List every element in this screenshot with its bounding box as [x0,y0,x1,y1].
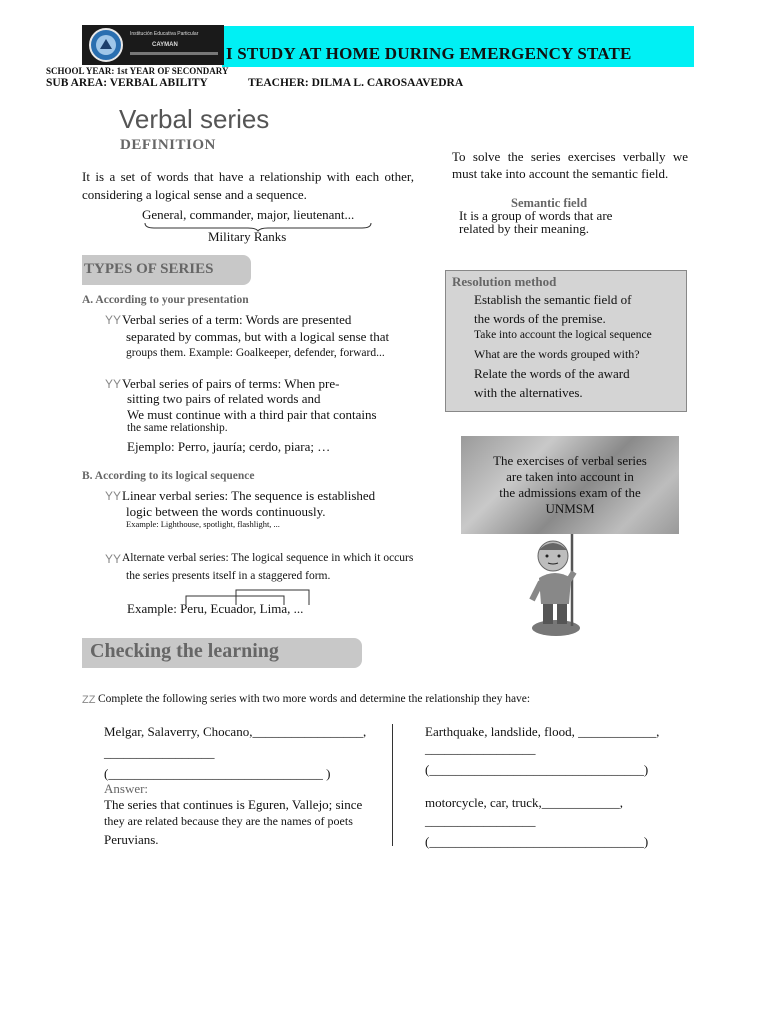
logo-line-2: CAYMAN [152,42,178,48]
bullet-mark: YY [105,377,122,391]
school-year: SCHOOL YEAR: 1st YEAR OF SECONDARY [46,66,229,76]
teacher: TEACHER: DILMA L. CAROSAAVEDRA [248,77,464,89]
b1-line1: Linear verbal series: The sequence is established [122,488,376,503]
resolution-step: with the alternatives. [474,385,583,400]
a2-line4: the same relationship. [127,422,228,434]
types-heading: TYPES OF SERIES [84,261,214,277]
page-title: Verbal series [119,104,270,134]
resolution-step: Establish the semantic field of [474,292,632,307]
sub-area: SUB AREA: VERBAL ABILITY [46,77,208,89]
section-b-heading: B. According to its logical sequence [82,470,255,482]
sign-line-4: UNMSM [545,501,595,516]
sign-line-2: are taken into account in [506,469,634,484]
right1-relationship-field[interactable]: (_________________________________) [425,762,649,777]
b2-line3: Example: Peru, Ecuador, Lima, ... [127,601,304,616]
resolution-step: the words of the premise. [474,311,606,326]
column-divider [392,724,393,846]
right2-series[interactable]: motorcycle, car, truck,____________, [425,795,624,810]
a2-line1: Verbal series of pairs of terms: When pre- [122,376,340,391]
checking-heading: Checking the learning [90,640,279,662]
semantic-text-1: It is a group of words that are [459,208,613,223]
logo-stripe [130,52,218,55]
instruction-mark: ZZ [82,694,96,706]
b1-line3: Example: Lighthouse, spotlight, flashlight, ... [126,519,280,529]
bullet-mark: YY [105,489,122,503]
answer-line-3: Peruvians. [104,832,159,847]
semantic-heading: Semantic field [511,196,588,210]
resolution-step: Take into account the logical sequence [474,329,652,341]
right1-series[interactable]: Earthquake, landslide, flood, ____________, [425,724,660,739]
example-label: Military Ranks [208,229,287,244]
b2-line2: the series presents itself in a staggered form. [126,570,331,582]
a1-line1: Verbal series of a term: Words are presented [122,312,352,327]
a2-line5: Ejemplo: Perro, jauría; cerdo, piara; … [127,439,331,454]
left-series[interactable]: Melgar, Salaverry, Chocano,_________________, [104,724,367,739]
definition-text: It is a set of words that have a relationship with each other, considering a logical sense and a sequence. [82,169,414,202]
answer-line-1: The series that continues is Eguren, Vallejo; since [104,797,363,812]
sign-line-3: the admissions exam of the [499,485,641,500]
school-crest-icon [88,27,124,63]
answer-label: Answer: [104,781,149,796]
right2-blank[interactable]: _________________ [425,813,536,828]
bullet-mark: YY [105,552,122,566]
right1-blank[interactable]: _________________ [425,741,536,756]
definition-heading: DEFINITION [120,137,216,153]
right2-relationship-field[interactable]: (_________________________________) [425,834,649,849]
sign-card-text [470,453,670,517]
a1-line2: separated by commas, but with a logical sense that [126,329,390,344]
b1-line2: logic between the words continuously. [126,504,326,519]
left-blank[interactable]: _________________ [104,745,215,760]
answer-line-2: they are related because they are the names of poets [104,814,353,828]
a2-line3: We must continue with a third pair that contains [127,407,377,422]
cartoon-character-icon [512,530,602,640]
a1-line3: groups them. Example: Goalkeeper, defender, forward... [126,347,385,359]
resolution-heading: Resolution method [452,274,557,289]
example-ranks: General, commander, major, lieutenant... [142,207,355,222]
school-logo [82,25,224,65]
semantic-intro: To solve the series exercises verbally we must take into account the semantic field. [452,149,688,181]
b2-line1: Alternate verbal series: The logical sequence in which it occurs [122,552,414,564]
resolution-step: What are the words grouped with? [474,347,640,361]
left-relationship-field[interactable]: (_________________________________ ) [104,766,331,781]
resolution-step: Relate the words of the award [474,366,630,381]
a2-line2: sitting two pairs of related words and [127,391,321,406]
semantic-text-2: related by their meaning. [459,221,589,236]
bullet-mark: YY [105,313,122,327]
logo-line-1: Institución Educativa Particular [130,31,199,37]
instruction-text: Complete the following series with two more words and determine the relationship they have: [98,693,531,705]
section-a-heading: A. According to your presentation [82,294,249,306]
banner-title: I STUDY AT HOME DURING EMERGENCY STATE [226,44,632,63]
sign-line-1: The exercises of verbal series [493,453,647,468]
